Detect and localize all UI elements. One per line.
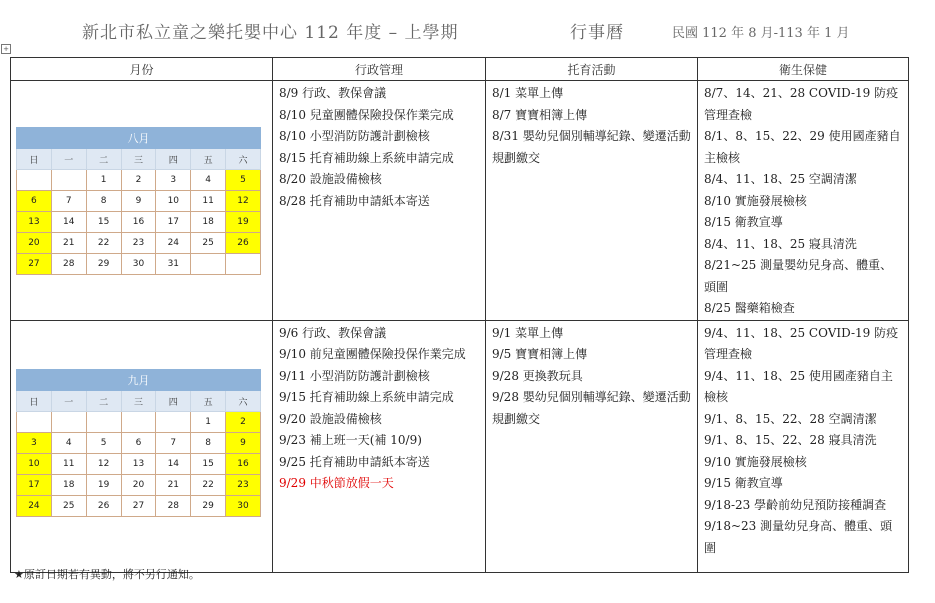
admin-holiday-item: 9/29 中秋節放假一天 [279, 476, 394, 490]
list-item: 9/1、8、15、22、28 寢具清洗 [704, 433, 877, 447]
schedule-table [10, 57, 909, 573]
september-activities-cell [486, 320, 698, 572]
calendar-week-row [17, 212, 261, 233]
calendar-day: 29 [86, 254, 121, 275]
calendar-day: 15 [191, 454, 226, 475]
august-calendar-cell [11, 81, 273, 321]
calendar-day: 2 [226, 412, 261, 433]
calendar-week-row [17, 496, 261, 517]
calendar-day: 30 [121, 254, 156, 275]
calendar-weekday: 一 [51, 149, 86, 170]
calendar-day: 16 [226, 454, 261, 475]
calendar-day: 10 [156, 191, 191, 212]
calendar-day: 20 [17, 233, 52, 254]
list-item: 8/31 嬰幼兒個別輔導紀錄、變遷活動規劃繳交 [492, 129, 691, 165]
calendar-day: 21 [156, 475, 191, 496]
calendar-day: 13 [121, 454, 156, 475]
august-row [11, 81, 909, 321]
list-item: 9/6 行政、教保會議 [279, 325, 387, 340]
calendar-week-row [17, 433, 261, 454]
calendar-day: 19 [86, 475, 121, 496]
calendar-day: 26 [86, 496, 121, 517]
september-health-cell [698, 320, 909, 572]
calendar-day: 23 [121, 233, 156, 254]
list-item: 9/10 前兒童團體保險投保作業完成 [279, 347, 466, 361]
calendar-day: 8 [86, 191, 121, 212]
calendar-day: 3 [156, 170, 191, 191]
calendar-day: 10 [17, 454, 52, 475]
calendar-day [121, 412, 156, 433]
calendar-day: 20 [121, 475, 156, 496]
list-item: 8/15 托育補助線上系統申請完成 [279, 150, 454, 165]
list-item: 9/4、11、18、25 使用國產豬自主檢核 [704, 368, 893, 404]
august-admin-list [273, 81, 485, 212]
calendar-day: 2 [121, 170, 156, 191]
calendar-day: 22 [86, 233, 121, 254]
list-item: 9/28 嬰幼兒個別輔導紀錄、變遷活動規劃繳交 [492, 390, 691, 426]
calendar-day: 21 [51, 233, 86, 254]
august-calendar [16, 127, 261, 275]
list-item: 9/20 設施設備檢核 [279, 411, 382, 426]
calendar-weekday: 三 [121, 391, 156, 412]
calendar-week-row [17, 254, 261, 275]
calendar-day [17, 412, 52, 433]
calendar-weekday: 五 [191, 149, 226, 170]
calendar-day [51, 412, 86, 433]
list-item: 8/20 設施設備檢核 [279, 172, 382, 186]
calendar-day: 18 [51, 475, 86, 496]
list-item: 9/1 菜單上傳 [492, 325, 564, 340]
header-row [11, 58, 909, 81]
list-item: 9/15 托育補助線上系統申請完成 [279, 390, 454, 404]
list-item: 9/4、11、18、25 COVID-19 防疫管理查檢 [704, 325, 899, 361]
calendar-weekday: 六 [226, 391, 261, 412]
august-activities-cell [486, 81, 698, 321]
list-item: 9/1、8、15、22、28 空調清潔 [704, 411, 877, 426]
august-activities-list [486, 81, 697, 169]
calendar-day: 31 [156, 254, 191, 275]
document-title: 新北市私立童之樂托嬰中心 112 年度 – 上學期 [82, 23, 459, 43]
list-item: 8/21~25 測量嬰幼兒身高、體重、頭圍 [704, 258, 893, 294]
calendar-day: 24 [17, 496, 52, 517]
list-item: 9/11 小型消防防護計劃檢核 [279, 368, 430, 383]
calendar-week-row [17, 191, 261, 212]
august-health-cell [698, 81, 909, 321]
september-row [11, 320, 909, 572]
calendar-day: 12 [86, 454, 121, 475]
calendar-week-row [17, 233, 261, 254]
list-item: 8/9 行政、教保會議 [279, 86, 387, 100]
calendar-weekday: 六 [226, 149, 261, 170]
calendar-week-row [17, 170, 261, 191]
list-item: 9/5 寶寶相簿上傳 [492, 347, 588, 361]
list-item: 9/23 補上班一天(補 10/9) [279, 433, 422, 447]
list-item: 8/4、11、18、25 空調清潔 [704, 172, 857, 186]
document-date-range: 民國 112 年 8 月-113 年 1 月 [672, 26, 850, 41]
calendar-day: 12 [226, 191, 261, 212]
calendar-day [51, 170, 86, 191]
column-header-activities: 托育活動 [486, 58, 698, 81]
september-calendar-cell [11, 320, 273, 572]
calendar-day: 5 [86, 433, 121, 454]
calendar-day: 6 [121, 433, 156, 454]
list-item: 8/1、8、15、22、29 使用國產豬自主檢核 [704, 129, 901, 165]
column-header-month: 月份 [11, 58, 273, 81]
calendar-day: 5 [226, 170, 261, 191]
calendar-weekday: 三 [121, 149, 156, 170]
list-item: 8/15 衛教宣導 [704, 215, 783, 229]
calendar-day: 6 [17, 191, 52, 212]
calendar-day [156, 412, 191, 433]
document-term-label: 行事曆 [570, 23, 624, 43]
list-item: 8/10 實施發展檢核 [704, 193, 807, 208]
calendar-day: 18 [191, 212, 226, 233]
calendar-day: 25 [191, 233, 226, 254]
calendar-day: 27 [17, 254, 52, 275]
calendar-weekday: 一 [51, 391, 86, 412]
list-item: 9/18-23 學齡前幼兒預防接種調查 [704, 497, 887, 512]
list-item: 9/10 實施發展檢核 [704, 454, 807, 469]
calendar-weekday: 日 [17, 149, 52, 170]
footnote: ★原訂日期若有異動，將不另行通知。 [14, 568, 200, 581]
list-item: 8/7、14、21、28 COVID-19 防疫管理查檢 [704, 86, 899, 122]
calendar-day: 28 [156, 496, 191, 517]
calendar-day: 9 [121, 191, 156, 212]
table-move-handle-icon[interactable]: + [1, 44, 11, 54]
calendar-week-row [17, 412, 261, 433]
calendar-day: 25 [51, 496, 86, 517]
calendar-day: 17 [17, 475, 52, 496]
list-item: 9/18~23 測量幼兒身高、體重、頭圍 [704, 519, 893, 555]
list-item: 9/15 衛教宣導 [704, 476, 783, 490]
calendar-weekday: 四 [156, 391, 191, 412]
calendar-day: 14 [156, 454, 191, 475]
calendar-day: 11 [191, 191, 226, 212]
calendar-day: 1 [191, 412, 226, 433]
calendar-week-row [17, 475, 261, 496]
calendar-day: 7 [156, 433, 191, 454]
september-health-list [698, 321, 908, 560]
list-item: 8/1 菜單上傳 [492, 86, 564, 100]
list-item: 8/10 小型消防防護計劃檢核 [279, 129, 430, 143]
list-item: 8/4、11、18、25 寢具清洗 [704, 236, 857, 251]
calendar-day: 26 [226, 233, 261, 254]
calendar-day: 7 [51, 191, 86, 212]
calendar-day: 15 [86, 212, 121, 233]
list-item: 8/10 兒童團體保險投保作業完成 [279, 107, 454, 122]
september-admin-cell [273, 320, 486, 572]
calendar-weekday: 二 [86, 391, 121, 412]
calendar-day: 11 [51, 454, 86, 475]
calendar-day: 4 [51, 433, 86, 454]
calendar-day: 1 [86, 170, 121, 191]
calendar-day: 17 [156, 212, 191, 233]
column-header-health: 衛生保健 [698, 58, 909, 81]
calendar-day: 30 [226, 496, 261, 517]
september-admin-list [273, 321, 485, 495]
calendar-day: 27 [121, 496, 156, 517]
calendar-month-title: 八月 [17, 128, 261, 149]
calendar-day: 19 [226, 212, 261, 233]
calendar-day: 4 [191, 170, 226, 191]
calendar-day: 8 [191, 433, 226, 454]
list-item: 8/7 寶寶相簿上傳 [492, 107, 588, 122]
calendar-day [226, 254, 261, 275]
calendar-day: 24 [156, 233, 191, 254]
list-item: 9/28 更換教玩具 [492, 368, 583, 383]
calendar-day: 23 [226, 475, 261, 496]
calendar-month-title: 九月 [17, 370, 261, 391]
column-header-admin: 行政管理 [273, 58, 486, 81]
document-header [0, 14, 935, 44]
list-item: 8/28 托育補助申請紙本寄送 [279, 193, 430, 208]
calendar-day: 16 [121, 212, 156, 233]
calendar-day [17, 170, 52, 191]
calendar-day: 28 [51, 254, 86, 275]
september-calendar [16, 369, 261, 517]
list-item: 9/25 托育補助申請紙本寄送 [279, 454, 430, 469]
calendar-day: 22 [191, 475, 226, 496]
august-health-list [698, 81, 908, 320]
september-activities-list [486, 321, 697, 431]
calendar-weekday: 日 [17, 391, 52, 412]
calendar-weekday: 四 [156, 149, 191, 170]
calendar-weekday: 二 [86, 149, 121, 170]
calendar-day: 29 [191, 496, 226, 517]
calendar-week-row [17, 454, 261, 475]
list-item: 8/25 醫藥箱檢查 [704, 301, 795, 315]
calendar-weekday: 五 [191, 391, 226, 412]
calendar-day: 13 [17, 212, 52, 233]
calendar-day: 9 [226, 433, 261, 454]
calendar-day [86, 412, 121, 433]
august-admin-cell [273, 81, 486, 321]
calendar-day: 14 [51, 212, 86, 233]
calendar-day [191, 254, 226, 275]
calendar-day: 3 [17, 433, 52, 454]
